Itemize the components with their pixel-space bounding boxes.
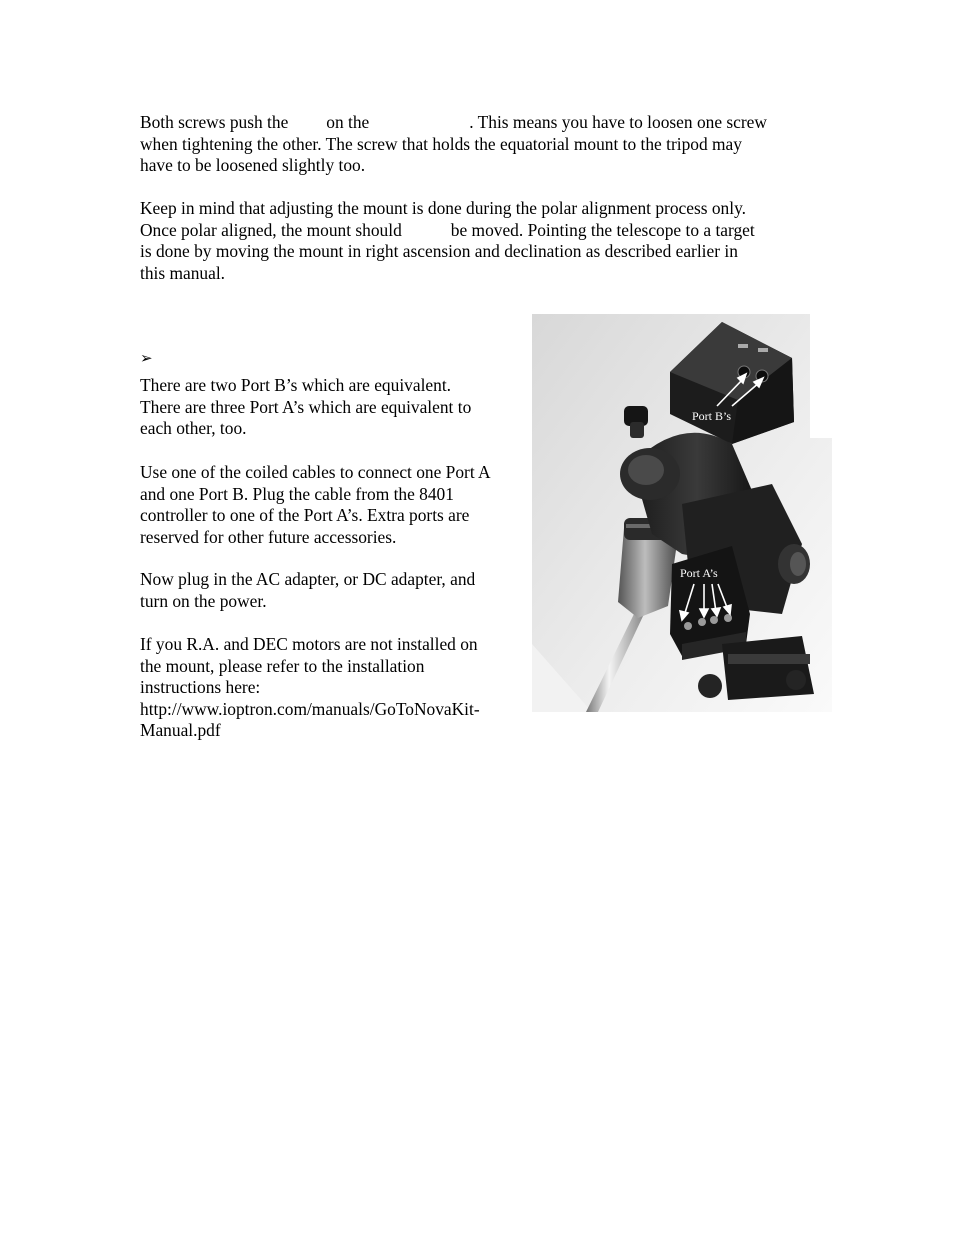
text-line: on the	[326, 112, 370, 132]
text-line: each other, too.	[140, 418, 247, 438]
port-a-label: Port A’s	[680, 566, 718, 580]
text-line: Keep in mind that adjusting the mount is done during the polar alignment process only.	[140, 198, 746, 218]
text-line: the mount, please refer to the installation	[140, 655, 425, 676]
text-line: There are two Port B’s which are equivalent.	[140, 375, 451, 395]
text-line: instructions here:	[140, 677, 261, 697]
text-line: Now plug in the AC adapter, or DC adapter, and	[140, 569, 476, 589]
mount-photo	[532, 314, 832, 712]
manual-url-text: http://www.ioptron.com/manuals/GoToNovaKit-	[140, 698, 480, 719]
port-b-label: Port B’s	[692, 409, 732, 423]
text-line: Use one of the coiled cables to connect one Port A	[140, 462, 491, 482]
text-line: and one Port B. Plug the cable from the 8401	[140, 483, 454, 504]
paragraph-polar-alignment	[140, 198, 755, 284]
bullet-arrow-icon: ➢	[140, 349, 153, 367]
manual-url-text: Manual.pdf	[140, 720, 221, 740]
text-line: There are three Port A’s which are equivalent to	[140, 396, 472, 417]
text-line: have to be loosened slightly too.	[140, 155, 366, 175]
paragraph-screws	[140, 112, 767, 177]
paragraph-ports	[140, 375, 471, 440]
paragraph-power	[140, 569, 475, 612]
text-line: be moved. Pointing the telescope to a target	[450, 219, 755, 240]
text-line: is done by moving the mount in right ascension and declination as described earlier in	[140, 241, 738, 261]
text-line: when tightening the other. The screw that holds the equatorial mount to the tripod may	[140, 133, 742, 154]
text-line: controller to one of the Port A’s. Extra ports are	[140, 505, 470, 525]
paragraph-motors	[140, 634, 480, 742]
text-line: this manual.	[140, 262, 226, 283]
text-line: . This means you have to loosen one screw	[469, 112, 767, 132]
text-line: turn on the power.	[140, 590, 267, 611]
text-line: Both screws push the	[140, 112, 289, 132]
paragraph-cables	[140, 462, 491, 548]
text-line: If you R.A. and DEC motors are not installed on	[140, 634, 478, 654]
text-line: reserved for other future accessories.	[140, 526, 397, 547]
text-line: Once polar aligned, the mount should	[140, 219, 402, 240]
